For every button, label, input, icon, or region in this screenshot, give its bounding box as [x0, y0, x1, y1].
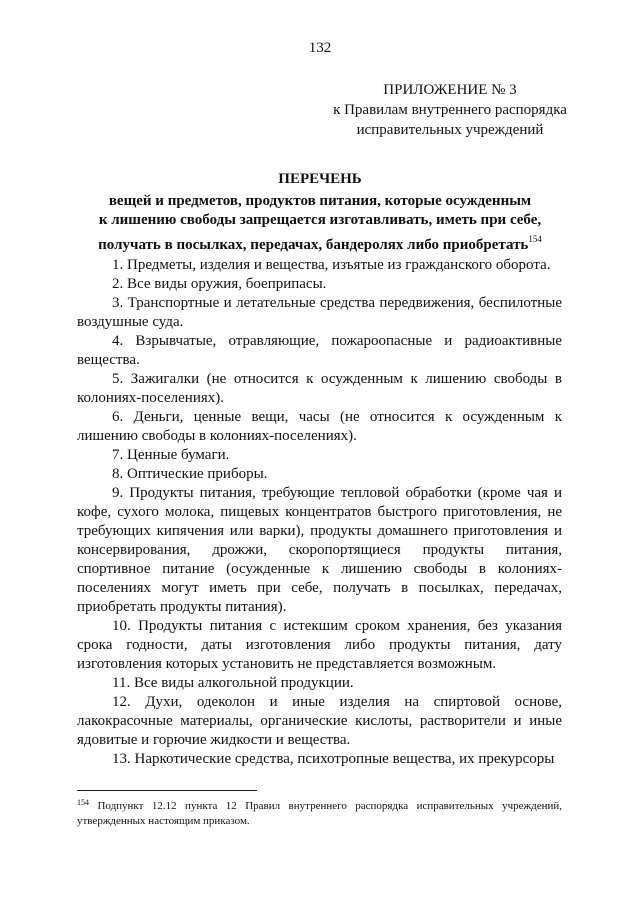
document-title — [60, 170, 580, 255]
list-item: 9. Продукты питания, требующие тепловой обработки (кроме чая и кофе, сухого молока, пищевых концентратов быстрого приготовления, не требующих кипячения или варки), продукты домашнего приготовления и консервирования, дрожжи, скоропортящиеся продукты питания, спортивное питание (осужденные к лишению свободы в колониях-поселениях могут иметь при себе, получать в посылках, передачах, приобретать продукты питания). — [77, 485, 562, 615]
list-item: 6. Деньги, ценные вещи, часы (не относится к осужденным к лишению свободы в колониях-поселениях). — [77, 409, 562, 444]
item-list — [77, 256, 562, 769]
title-line3-wrap — [60, 230, 580, 255]
title-footnote-ref: 154 — [528, 234, 542, 244]
list-item: 7. Ценные бумаги. — [112, 447, 230, 463]
footnote-text: Подпункт 12.12 пункта 12 Правил внутреннего распорядка исправительных учреждений, утвержденных настоящим приказом. — [77, 800, 563, 827]
footnote-number: 154 — [77, 798, 89, 807]
list-item: 3. Транспортные и летательные средства передвижения, беспилотные воздушные суда. — [77, 295, 562, 330]
appendix-subtitle-line1: к Правилам внутреннего распорядка — [333, 102, 567, 118]
list-item: 11. Все виды алкогольной продукции. — [112, 675, 354, 691]
list-item: 4. Взрывчатые, отравляющие, пожароопасные и радиоактивные вещества. — [77, 333, 562, 368]
page-number: 132 — [308, 40, 332, 56]
footnote-divider — [77, 790, 257, 791]
appendix-header — [300, 80, 600, 140]
appendix-title: ПРИЛОЖЕНИЕ № 3 — [383, 82, 517, 98]
title-line2: к лишению свободы запрещается изготавливать, иметь при себе, — [98, 212, 542, 228]
title-line3: получать в посылках, передачах, бандеролях либо приобретать — [98, 237, 529, 253]
list-item: 5. Зажигалки (не относится к осужденным к лишению свободы в колониях-поселениях). — [77, 371, 562, 406]
list-item: 12. Духи, одеколон и иные изделия на спиртовой основе, лакокрасочные материалы, органические кислоты, растворители и иные ядовитые и горючие жидкости и вещества. — [77, 694, 562, 748]
list-item: 2. Все виды оружия, боеприпасы. — [112, 276, 327, 292]
title-line1: вещей и предметов, продуктов питания, которые осужденным — [108, 193, 532, 209]
list-item: 10. Продукты питания с истекшим сроком хранения, без указания срока годности, даты изготовления либо продукты питания, дату изготовления которых установить не представляется возможным. — [77, 618, 562, 672]
list-item: 1. Предметы, изделия и вещества, изъятые из гражданского оборота. — [112, 257, 551, 273]
list-item: 13. Наркотические средства, психотропные вещества, их прекурсоры — [112, 751, 555, 767]
appendix-subtitle-line2: исправительных учреждений — [356, 122, 544, 138]
footnote — [77, 795, 562, 829]
list-item: 8. Оптические приборы. — [112, 466, 268, 482]
title-heading: ПЕРЕЧЕНЬ — [278, 171, 362, 187]
